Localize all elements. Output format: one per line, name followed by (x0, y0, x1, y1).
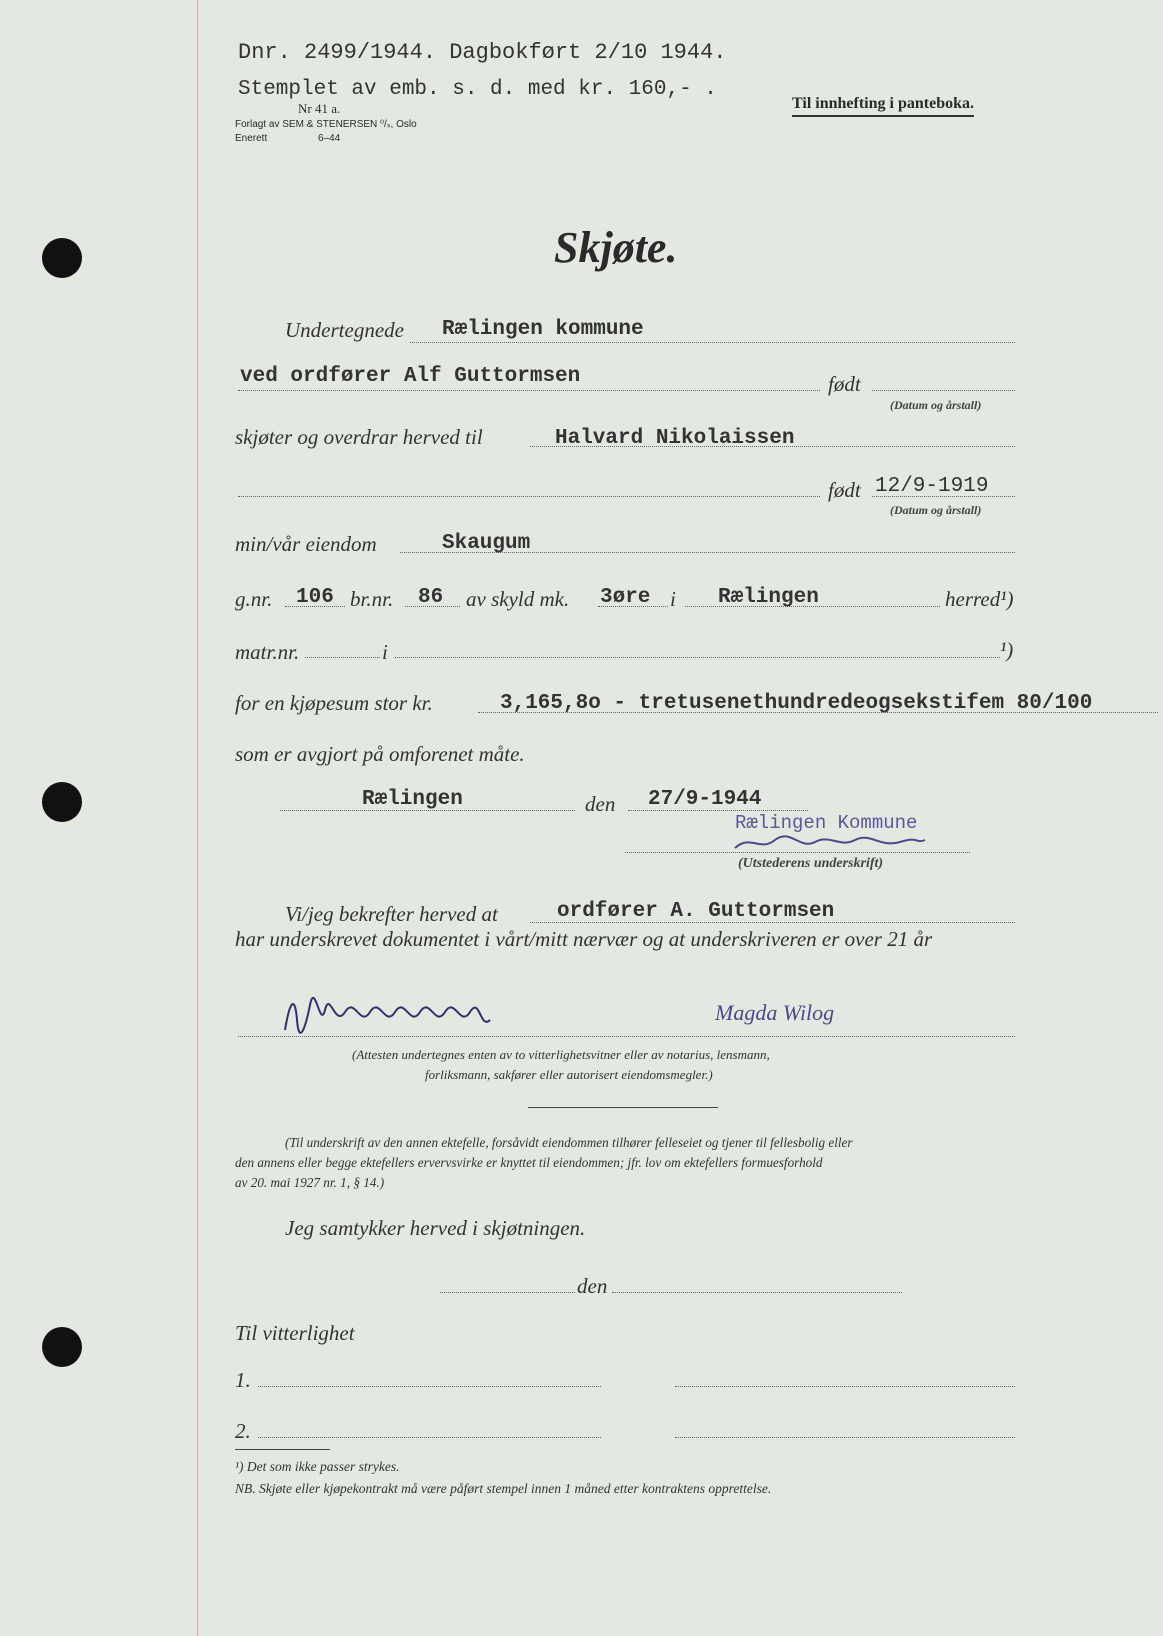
undersigned-label: Undertegnede (285, 318, 404, 342)
confirm-line (530, 922, 1015, 923)
date-year-hint-1: (Datum og årstall) (890, 398, 982, 412)
place-line (280, 810, 575, 811)
property-value: Skaugum (442, 532, 531, 555)
undersigned-value: Rælingen kommune (442, 318, 644, 341)
property-line (400, 552, 1015, 553)
punch-hole-bottom (42, 1327, 82, 1367)
price-label: for en kjøpesum stor kr. (235, 691, 433, 715)
confirm-text2: har underskrevet dokumentet i vårt/mitt nærvær og at underskriveren er over 21 år (235, 927, 933, 951)
skyld-label: av skyld mk. (466, 587, 570, 611)
herred-line (685, 606, 940, 607)
den-label: den (585, 792, 616, 816)
undersigned-line (410, 342, 1015, 343)
brnr-value: 86 (418, 586, 444, 609)
matr-in-line (395, 657, 1000, 658)
representative-value: ved ordfører Alf Guttormsen (240, 365, 581, 388)
issuer-stamp: Rælingen Kommune (735, 812, 918, 834)
confirm-value: ordfører A. Guttormsen (557, 900, 835, 923)
brnr-line (405, 606, 460, 607)
form-number: Nr 41 a. (298, 101, 341, 116)
buyer-born-line (872, 496, 1015, 497)
punch-hole-middle (42, 782, 82, 822)
issuer-line (625, 852, 970, 853)
spouse-note2: den annens eller begge ektefellers ervervsvirke er knyttet til eiendommen; jfr. lov om ektefellers formuesforhold (235, 1155, 823, 1170)
spouse-note3: av 20. mai 1927 nr. 1, § 14.) (235, 1175, 385, 1190)
witness-title: Til vitterlighet (235, 1321, 355, 1345)
brnr-label: br.nr. (350, 587, 394, 611)
herred-label: herred¹) (945, 587, 1014, 611)
attest-note2: forliksmann, sakfører eller autorisert eiendomsmegler.) (425, 1067, 713, 1082)
buyer-value: Halvard Nikolaissen (555, 427, 795, 450)
gnr-line (285, 606, 345, 607)
skyld-value: 3øre (600, 586, 651, 609)
witness-sign-line (238, 1036, 1015, 1037)
price-value: 3,165,8o - tretusenethundredeogsekstifem 80/100 (500, 692, 1093, 715)
buyer-born-label: født (828, 478, 861, 502)
consent-text: Jeg samtykker herved i skjøtningen. (285, 1216, 586, 1240)
stamp-line: Stemplet av emb. s. d. med kr. 160,- . (238, 78, 717, 101)
date-value: 27/9-1944 (648, 788, 762, 811)
registration-line: Dnr. 2499/1944. Dagbokført 2/10 1944. (238, 40, 727, 65)
date-line (628, 810, 808, 811)
transfer-label: skjøter og overdrar herved til (235, 425, 483, 449)
in-label: i (670, 587, 676, 611)
publisher-line2: Enerett (235, 133, 268, 144)
footnote-rule (235, 1449, 330, 1450)
settled-text: som er avgjort på omforenet måte. (235, 742, 525, 766)
witness-signature-left (275, 990, 515, 1040)
publisher-line1: Forlagt av SEM & STENERSEN ⁰/ₛ, Oslo (235, 119, 417, 130)
attest-note1: (Attesten undertegnes enten av to vitterlighetsvitner eller av notarius, lensmann, (352, 1047, 770, 1062)
confirm-label: Vi/jeg bekrefter herved at (285, 902, 498, 926)
consent-place-line (440, 1292, 575, 1293)
witness-2-line-left (258, 1437, 601, 1438)
matr-label: matr.nr. (235, 640, 300, 664)
footnote2: NB. Skjøte eller kjøpekontrakt må være påført stempel innen 1 måned etter kontraktens opprettelse. (235, 1481, 772, 1496)
skyld-line (598, 606, 668, 607)
binding-note: Til innhefting i panteboka. (792, 95, 974, 117)
witness-signature-right: Magda Wilog (715, 1000, 835, 1025)
witness-1-line-left (258, 1386, 601, 1387)
matr-in-label: i (382, 640, 388, 664)
punch-hole-top (42, 238, 82, 278)
buyer-second-line (238, 496, 820, 497)
buyer-line (530, 446, 1015, 447)
representative-line (238, 390, 820, 391)
witness-2-line-right (675, 1437, 1015, 1438)
consent-den-label: den (577, 1274, 608, 1298)
gnr-label: g.nr. (235, 587, 273, 611)
witness-2-label: 2. (235, 1419, 251, 1443)
gnr-value: 106 (296, 586, 334, 609)
margin-line (197, 0, 198, 1636)
matr-footnote: ¹) (1000, 638, 1014, 662)
spouse-note1: (Til underskrift av den annen ektefelle, forsåvidt eiendommen tilhører felleseiet og tjener til fellesbolig eller (285, 1135, 853, 1150)
witness-1-line-right (675, 1386, 1015, 1387)
date-year-hint-2: (Datum og årstall) (890, 503, 982, 517)
matr-line (305, 657, 380, 658)
herred-value: Rælingen (718, 586, 819, 609)
born-line (872, 390, 1015, 391)
witness-1-label: 1. (235, 1368, 251, 1392)
document-title: Skjøte. (554, 223, 678, 272)
publisher-date: 6–44 (318, 133, 341, 144)
separator-rule (528, 1107, 718, 1108)
born-label: født (828, 372, 861, 396)
buyer-born-value: 12/9-1919 (875, 475, 989, 498)
price-line (478, 712, 1158, 713)
footnote1: ¹) Det som ikke passer strykes. (235, 1459, 400, 1474)
issuer-label: (Utstederens underskrift) (738, 856, 884, 871)
place-value: Rælingen (362, 788, 463, 811)
consent-date-line (612, 1292, 902, 1293)
property-label: min/vår eiendom (235, 532, 377, 556)
